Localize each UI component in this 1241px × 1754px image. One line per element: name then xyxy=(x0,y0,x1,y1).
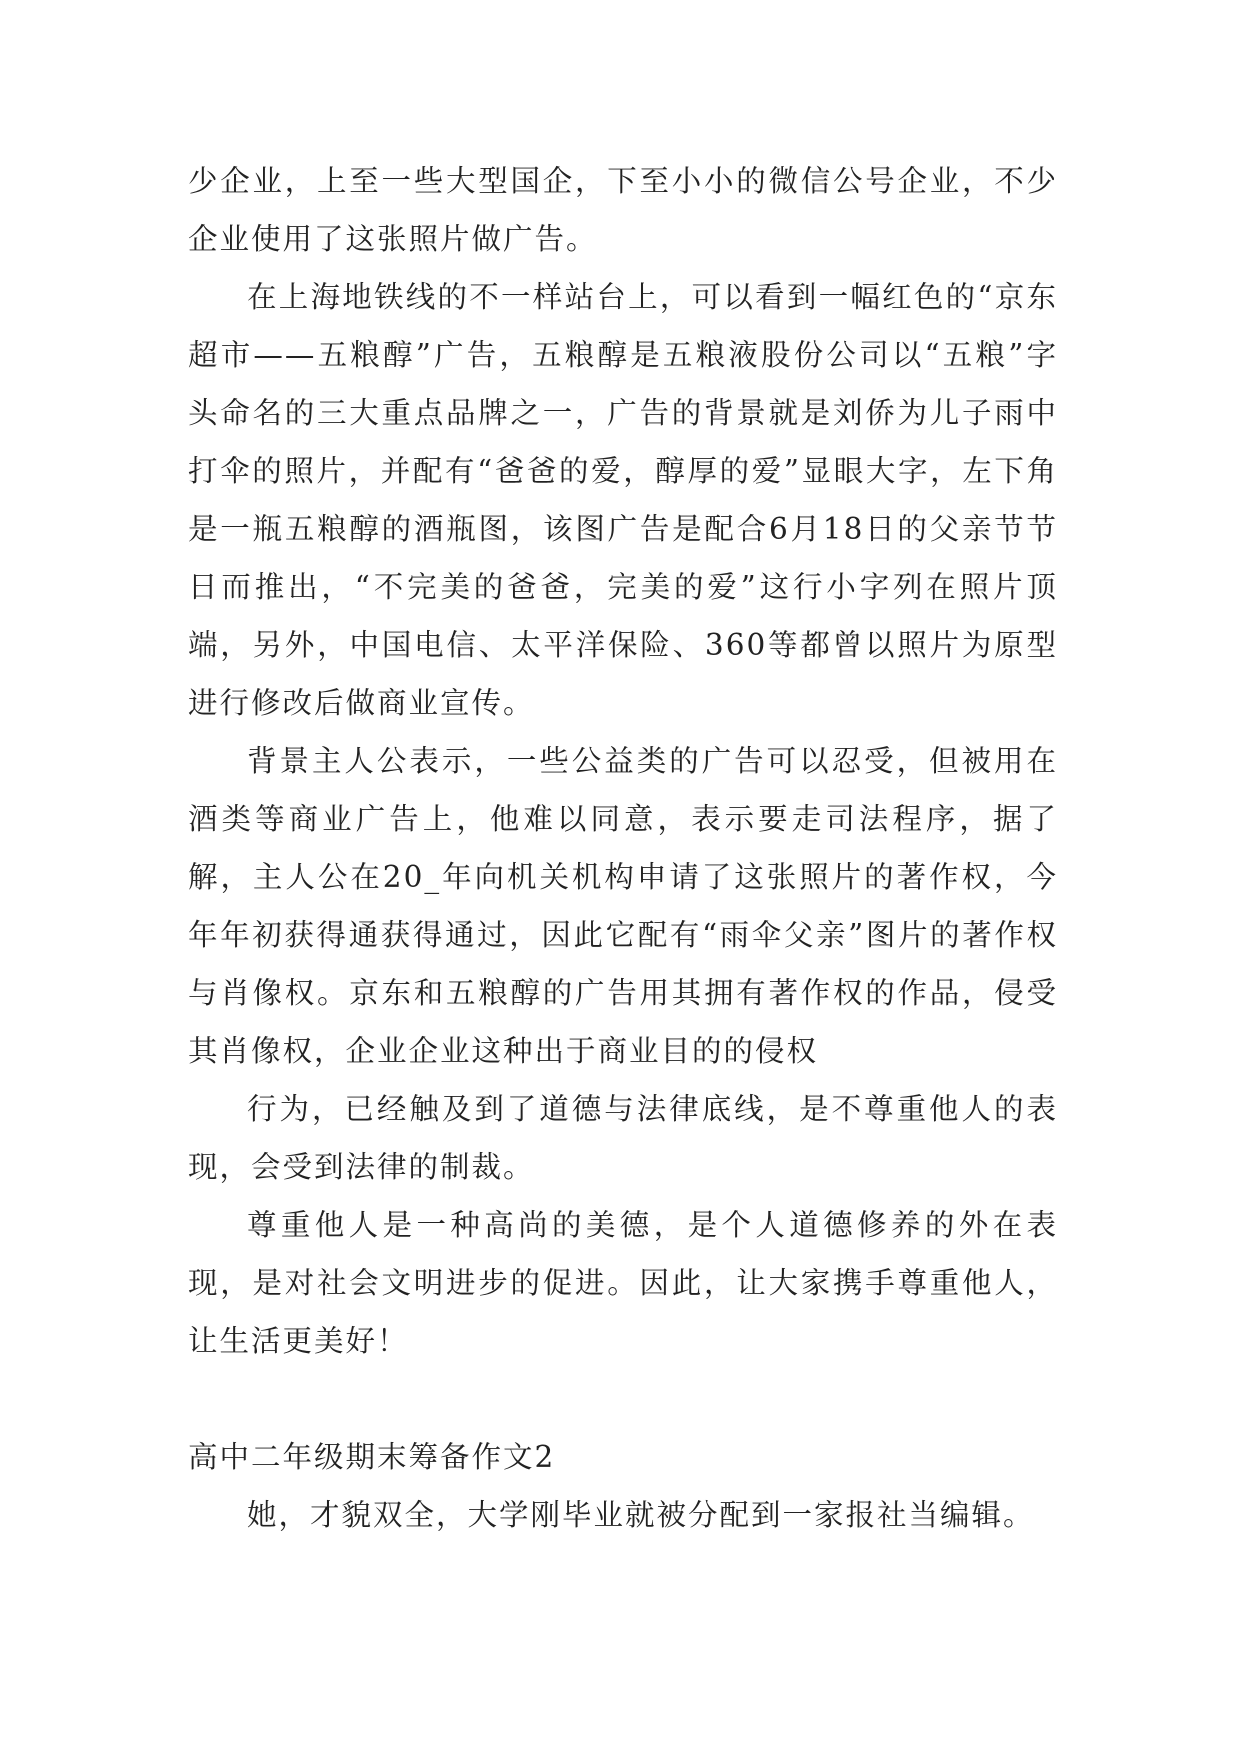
section-heading: 高中二年级期末筹备作文2 xyxy=(188,1440,556,1474)
paragraph-2: 在上海地铁线的不一样站台上，可以看到一幅红色的“京东超市——五粮醇”广告，五粮醇是五粮液股份公司以“五粮”字头命名的三大重点品牌之一，广告的背景就是刘侨为儿子雨中打伞的照片，并配有“爸爸的爱，醇厚的爱”显眼大字，左下角是一瓶五粮醇的酒瓶图，该图广告是配合6月18日的父亲节节日而推出，“不完美的爸爸，完美的爱”这行小字列在照片顶端，另外，中国电信、太平洋保险、360等都曾以照片为原型进行修改后做商业宣传。 xyxy=(188,280,1058,720)
paragraph-6: 她，才貌双全，大学刚毕业就被分配到一家报社当编辑。 xyxy=(247,1498,1035,1532)
paragraph-3: 背景主人公表示，一些公益类的广告可以忍受，但被用在酒类等商业广告上，他难以同意，表示要走司法程序，据了解，主人公在20_年向机关机构申请了这张照片的著作权，今年年初获得通获得通过，因此它配有“雨伞父亲”图片的著作权与肖像权。京东和五粮醇的广告用其拥有著作权的作品，侵受其肖像权，企业企业这种出于商业目的的侵权 xyxy=(188,744,1058,1068)
document-body xyxy=(188,152,1058,1544)
paragraph-4: 行为，已经触及到了道德与法律底线，是不尊重他人的表现，会受到法律的制裁。 xyxy=(188,1092,1058,1184)
paragraph-5: 尊重他人是一种高尚的美德，是个人道德修养的外在表现，是对社会文明进步的促进。因此，让大家携手尊重他人，让生活更美好！ xyxy=(188,1208,1058,1358)
paragraph-1: 少企业，上至一些大型国企，下至小小的微信公号企业，不少企业使用了这张照片做广告。 xyxy=(188,164,1058,256)
